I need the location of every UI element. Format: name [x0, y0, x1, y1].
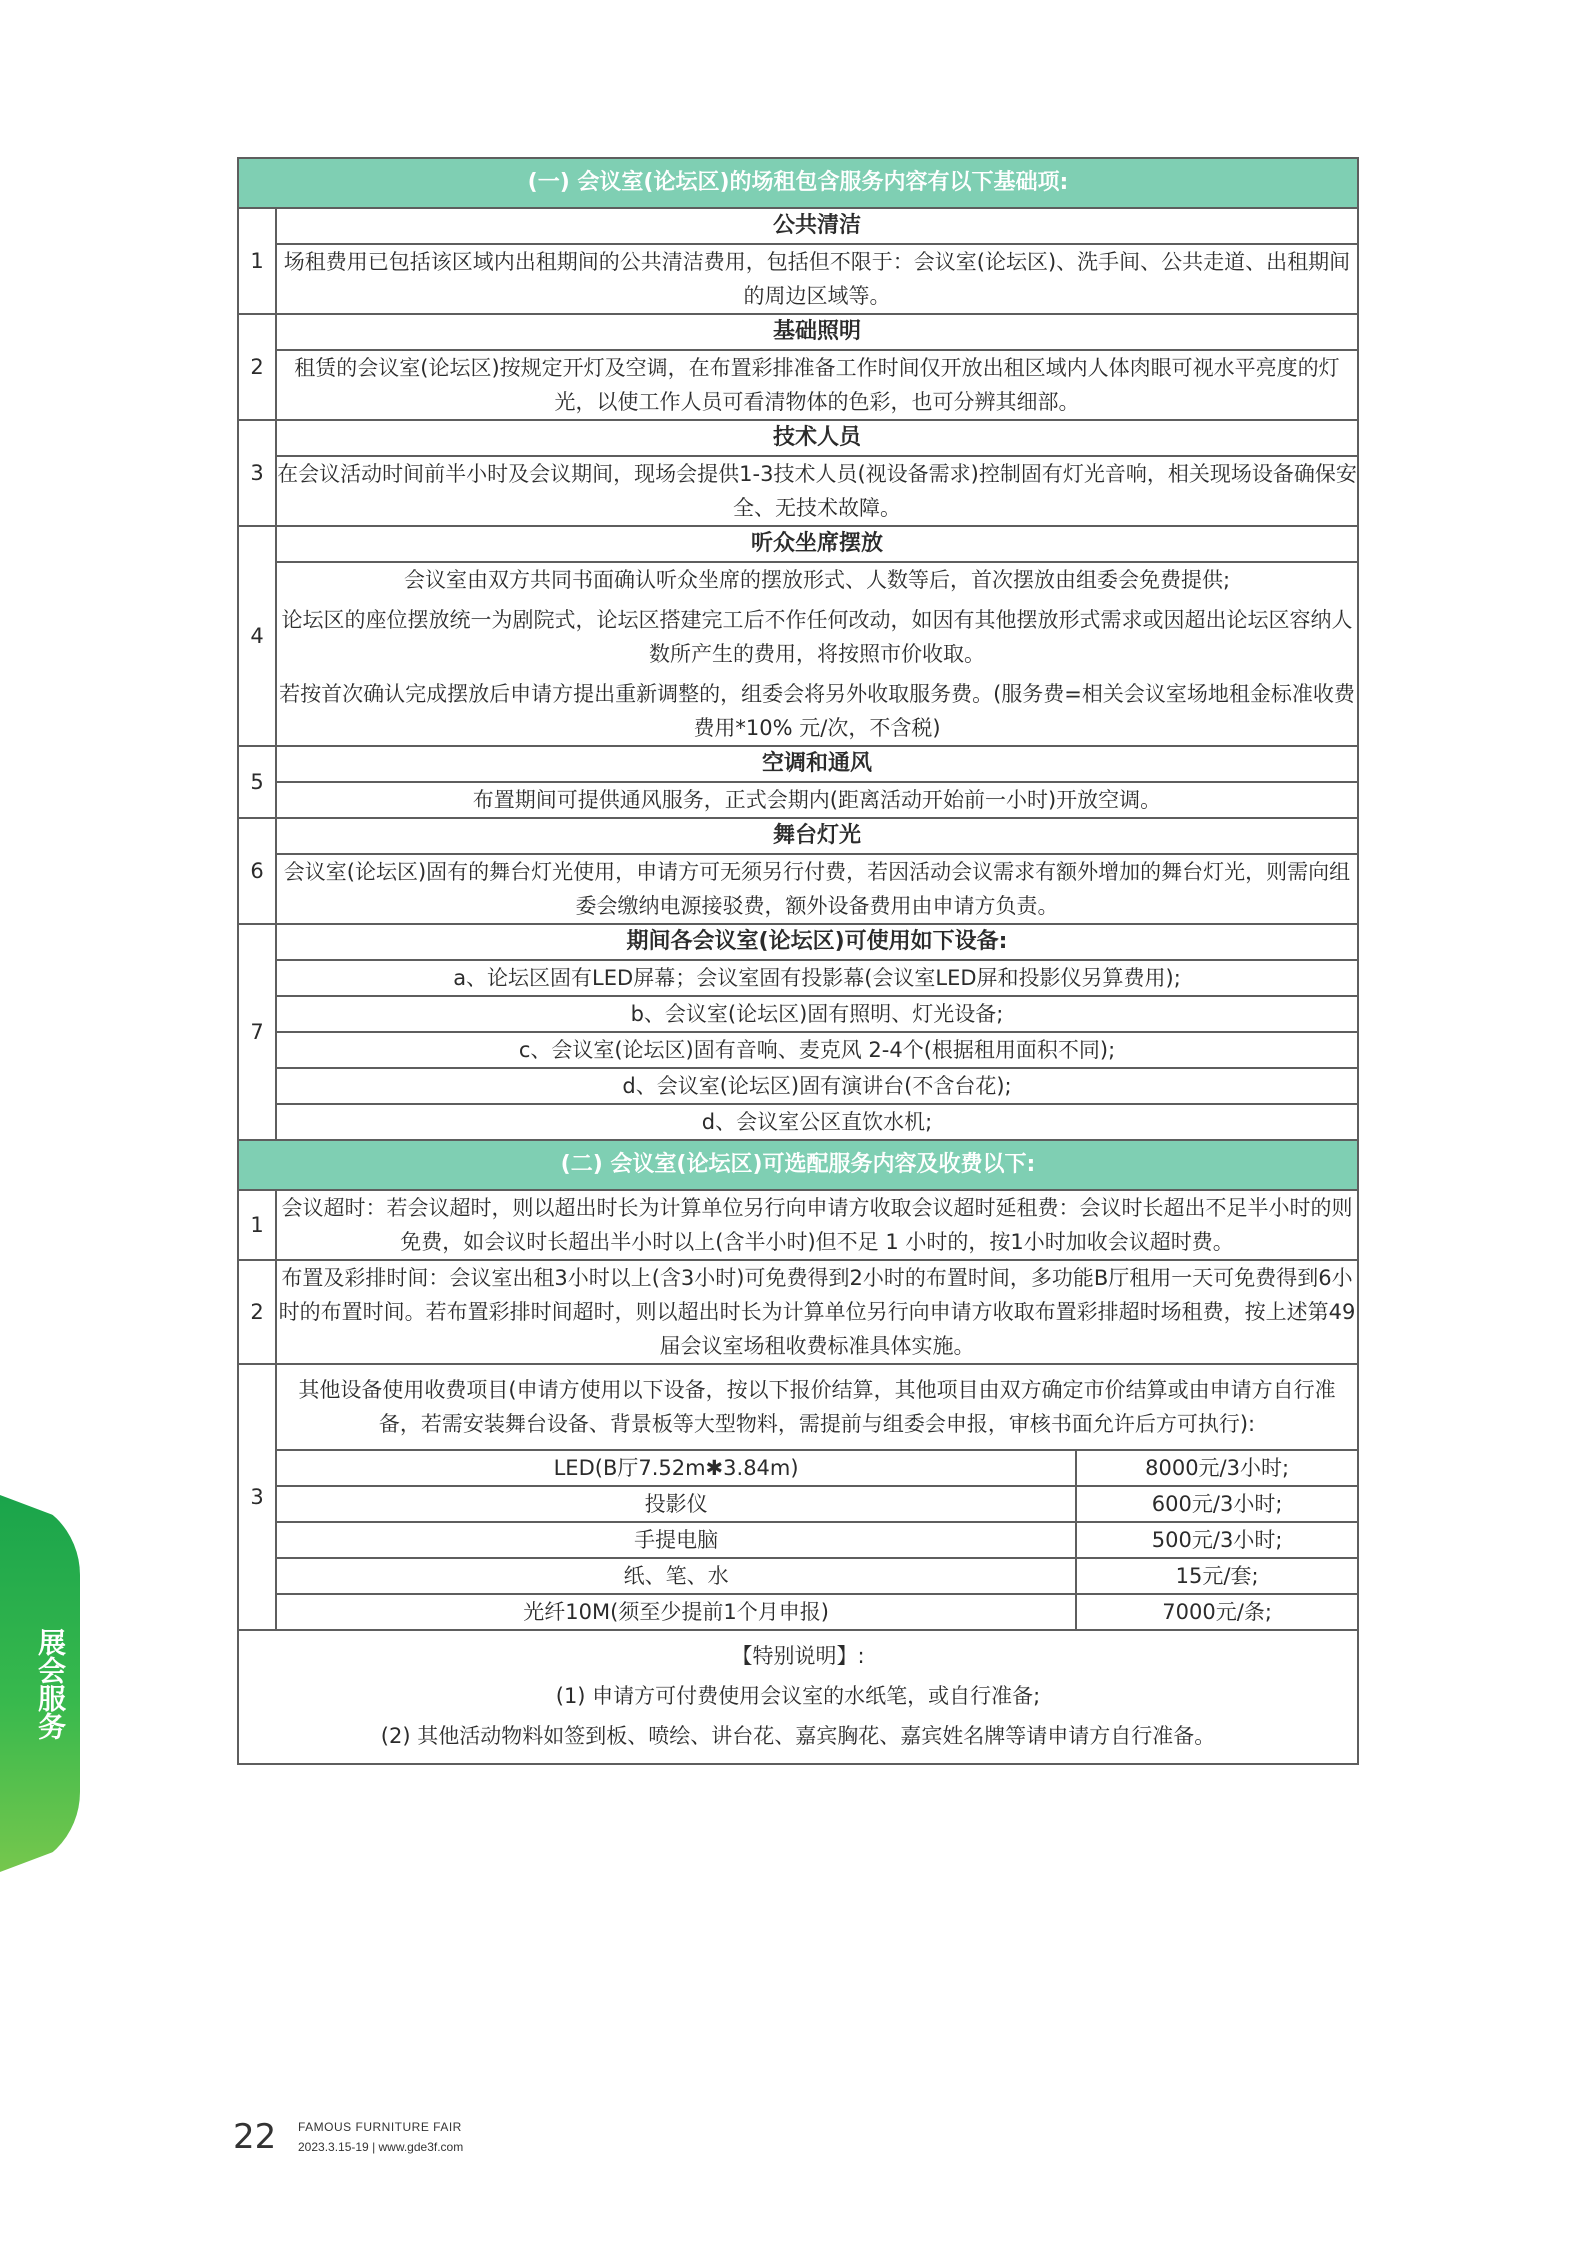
price-value: 500元/3小时; [1076, 1522, 1357, 1558]
s1-item5-desc [276, 782, 1358, 818]
notes-row [238, 1630, 1358, 1764]
price-item: 光纤10M(须至少提前1个月申报) [277, 1594, 1076, 1629]
s1-item7-content [276, 924, 1358, 1140]
price-row [277, 1450, 1357, 1486]
s1-item6-desc-line: 会议室(论坛区)固有的舞台灯光使用，申请方可无须另行付费，若因活动会议需求有额外增加的舞台灯光，则需向组委会缴纳电源接驳费，额外设备费用由申请方负责。 [283, 860, 1351, 918]
price-intro: 其他设备使用收费项目(申请方使用以下设备，按以下报价结算，其他项目由双方确定市价结算或由申请方自行准备，若需安装舞台设备、背景板等大型物料，需提前与组委会申报，审核书面允许后方可执行): [298, 1378, 1336, 1436]
service-table [237, 157, 1359, 1765]
s1-item4-desc-line: 论坛区的座位摆放统一为剧院式，论坛区搭建完工后不作任何改动，如因有其他摆放形式需求或因超出论坛区容纳人数所产生的费用，将按照市价收取。 [281, 608, 1353, 666]
equipment-row: c、会议室(论坛区)固有音响、麦克风 2-4个(根据租用面积不同); [277, 1032, 1357, 1068]
page-number: 22 [233, 2117, 277, 2157]
price-item: LED(B厅7.52m✱3.84m) [553, 1456, 799, 1480]
section2-header-row [238, 1140, 1358, 1190]
s1-item4-title-row [238, 526, 1358, 562]
s2-item3-content [276, 1364, 1358, 1630]
price-item: 手提电脑 [277, 1522, 1076, 1558]
s1-item3-title: 技术人员 [276, 420, 1358, 456]
price-value: 8000元/3小时; [1076, 1450, 1357, 1486]
s1-item3-number: 3 [238, 420, 276, 526]
s1-item4-desc-line: 会议室由双方共同书面确认听众坐席的摆放形式、人数等后，首次摆放由组委会免费提供; [403, 568, 1231, 592]
s2-item3-row [238, 1364, 1358, 1630]
s1-item2-desc-line: 租赁的会议室(论坛区)按规定开灯及空调，在布置彩排准备工作时间仅开放出租区域内人体肉眼可视水平亮度的灯光，以使工作人员可看清物体的色彩，也可分辨其细部。 [294, 356, 1340, 414]
s2-item2-row [238, 1260, 1358, 1364]
s1-item6-desc [276, 854, 1358, 924]
price-row [277, 1558, 1357, 1594]
notes-line: (2) 其他活动物料如签到板、喷绘、讲台花、嘉宾胸花、嘉宾姓名牌等请申请方自行准备。 [380, 1724, 1216, 1748]
s1-item4-title: 听众坐席摆放 [276, 526, 1358, 562]
side-tab-label: 展会服务 [34, 1628, 67, 1740]
footer-subline: 2023.3.15-19 | www.gde3f.com [298, 2140, 464, 2154]
price-item: 投影仪 [277, 1486, 1076, 1522]
s1-item1-desc-line: 场租费用已包括该区域内出租期间的公共清洁费用，包括但不限于：会议室(论坛区)、洗手间、公共走道、出租期间的周边区域等。 [283, 250, 1351, 308]
s1-item7-title: 期间各会议室(论坛区)可使用如下设备: [626, 929, 1008, 954]
s1-item2-desc [276, 350, 1358, 420]
s1-item2-title: 基础照明 [276, 314, 1358, 350]
price-value: 15元/套; [1076, 1558, 1357, 1594]
s1-item4-desc-line: 若按首次确认完成摆放后申请方提出重新调整的，组委会将另外收取服务费。(服务费=相关会议室场地租金标准收费费用*10% 元/次，不含税) [279, 682, 1355, 740]
s1-item7-row [238, 924, 1358, 1140]
s1-item4-desc [276, 562, 1358, 746]
s1-item6-title: 舞台灯光 [276, 818, 1358, 854]
footer-brand: FAMOUS FURNITURE FAIR [298, 2120, 462, 2134]
section1-header-row [238, 158, 1358, 208]
price-item: 纸、笔、水 [277, 1558, 1076, 1594]
s2-item1-desc: 会议超时：若会议超时，则以超出时长为计算单位另行向申请方收取会议超时延租费：会议时长超出不足半小时的则免费，如会议时长超出半小时以上(含半小时)但不足 1 小时的，按1小时加收会议超时费。 [276, 1190, 1358, 1260]
price-value: 7000元/条; [1076, 1594, 1357, 1629]
s1-item2-desc-row [238, 350, 1358, 420]
s2-item1-row [238, 1190, 1358, 1260]
equipment-row: b、会议室(论坛区)固有照明、灯光设备; [277, 996, 1357, 1032]
price-value: 600元/3小时; [1076, 1486, 1357, 1522]
equipment-row: d、会议室(论坛区)固有演讲台(不含台花); [277, 1068, 1357, 1104]
s1-item3-desc-row [238, 456, 1358, 526]
s1-item3-desc [276, 456, 1358, 526]
s1-item2-title-row [238, 314, 1358, 350]
s1-item1-title-row [238, 208, 1358, 244]
price-row [277, 1522, 1357, 1558]
s1-item1-desc-row [238, 244, 1358, 314]
s1-item1-desc [276, 244, 1358, 314]
special-notes [238, 1630, 1358, 1764]
equipment-row: a、论坛区固有LED屏幕；会议室固有投影幕(会议室LED屏和投影仪另算费用); [277, 960, 1357, 996]
equipment-row: d、会议室公区直饮水机; [277, 1104, 1357, 1139]
s1-item2-number: 2 [238, 314, 276, 420]
s1-item5-number: 5 [238, 746, 276, 818]
s2-item2-desc: 布置及彩排时间：会议室出租3小时以上(含3小时)可免费得到2小时的布置时间，多功能B厅租用一天可免费得到6小时的布置时间。若布置彩排时间超时，则以超出时长为计算单位另行向申请方收取布置彩排超时场租费，按上述第49届会议室场租收费标准具体实施。 [276, 1260, 1358, 1364]
s1-item5-desc-row [238, 782, 1358, 818]
s1-item3-desc-line: 在会议活动时间前半小时及会议期间，现场会提供1-3技术人员(视设备需求)控制固有灯光音响，相关现场设备确保安全、无技术故障。 [277, 462, 1357, 520]
notes-title: 【特别说明】: [731, 1644, 865, 1668]
s1-item4-number: 4 [238, 526, 276, 746]
s1-item1-number: 1 [238, 208, 276, 314]
s1-item5-title: 空调和通风 [276, 746, 1358, 782]
notes-line: (1) 申请方可付费使用会议室的水纸笔，或自行准备; [555, 1684, 1041, 1708]
section1-header: (一) 会议室(论坛区)的场租包含服务内容有以下基础项: [238, 158, 1358, 208]
s1-item1-title: 公共清洁 [276, 208, 1358, 244]
s1-item7-number: 7 [238, 924, 276, 1140]
price-row [277, 1594, 1357, 1629]
price-row [277, 1486, 1357, 1522]
s2-item3-number: 3 [238, 1364, 276, 1630]
s1-item5-desc-line: 布置期间可提供通风服务，正式会期内(距离活动开始前一小时)开放空调。 [472, 788, 1162, 812]
s1-item3-title-row [238, 420, 1358, 456]
s2-item1-number: 1 [238, 1190, 276, 1260]
s1-item4-desc-row [238, 562, 1358, 746]
price-table [277, 1449, 1357, 1629]
equipment-list [277, 925, 1357, 1139]
s1-item5-title-row [238, 746, 1358, 782]
section2-header: (二) 会议室(论坛区)可选配服务内容及收费以下: [238, 1140, 1358, 1190]
s2-item2-number: 2 [238, 1260, 276, 1364]
s1-item6-desc-row [238, 854, 1358, 924]
s1-item6-number: 6 [238, 818, 276, 924]
s1-item6-title-row [238, 818, 1358, 854]
